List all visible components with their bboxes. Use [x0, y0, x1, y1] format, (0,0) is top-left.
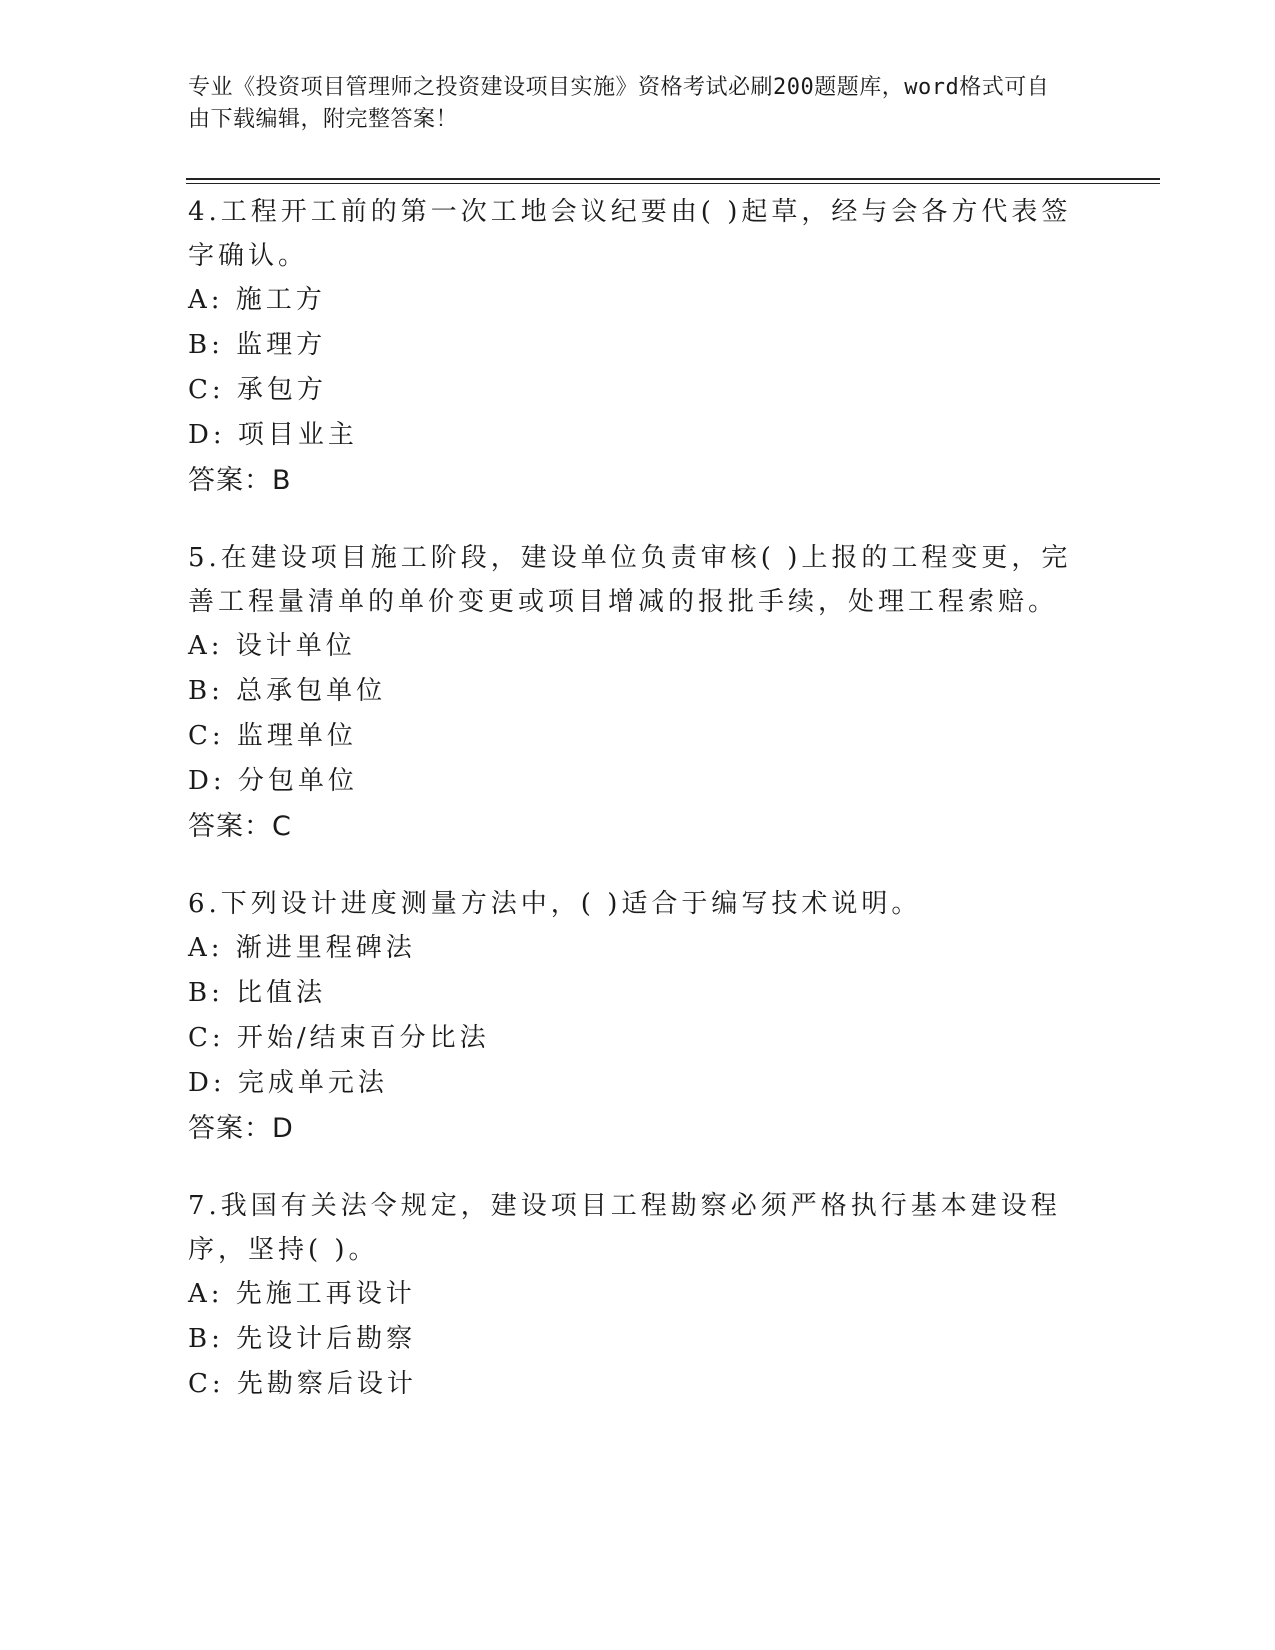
answer: 答案：C	[188, 811, 292, 842]
option-c: C: 先勘察后设计	[188, 1369, 417, 1399]
option-a: A: 施工方	[188, 285, 326, 315]
question-stem: 7.我国有关法令规定，建设项目工程勘察必须严格执行基本建设程序，坚持( )。	[188, 1191, 1061, 1265]
question-5	[188, 536, 1088, 850]
option-d: D: 项目业主	[188, 420, 358, 450]
header-divider-thin	[186, 183, 1160, 184]
question-stem: 6.下列设计进度测量方法中，( )适合于编写技术说明。	[188, 889, 922, 919]
question-6	[188, 882, 1088, 1152]
option-a: A: 先施工再设计	[188, 1279, 416, 1309]
option-d: D: 分包单位	[188, 766, 358, 796]
question-stem: 4.工程开工前的第一次工地会议纪要由( )起草，经与会各方代表签字确认。	[188, 197, 1072, 271]
option-b: B: 先设计后勘察	[188, 1324, 417, 1354]
answer: 答案：B	[188, 465, 292, 496]
question-list	[188, 190, 1088, 1439]
question-4	[188, 190, 1088, 504]
option-b: B: 监理方	[188, 330, 327, 360]
option-c: C: 开始/结束百分比法	[188, 1023, 490, 1053]
option-b: B: 比值法	[188, 978, 327, 1008]
question-7	[188, 1184, 1088, 1407]
answer: 答案：D	[188, 1113, 294, 1144]
header-divider-thick	[186, 178, 1160, 180]
option-c: C: 监理单位	[188, 721, 357, 751]
question-stem: 5.在建设项目施工阶段，建设单位负责审核( )上报的工程变更，完善工程量清单的单价变更或项目增减的报批手续，处理工程索赔。	[188, 543, 1072, 617]
option-b: B: 总承包单位	[188, 676, 387, 706]
option-d: D: 完成单元法	[188, 1068, 388, 1098]
document-header: 专业《投资项目管理师之投资建设项目实施》资格考试必刷200题题库，word格式可自由下载编辑，附完整答案！	[188, 75, 1050, 132]
option-c: C: 承包方	[188, 375, 327, 405]
option-a: A: 设计单位	[188, 631, 356, 661]
option-a: A: 渐进里程碑法	[188, 933, 416, 963]
